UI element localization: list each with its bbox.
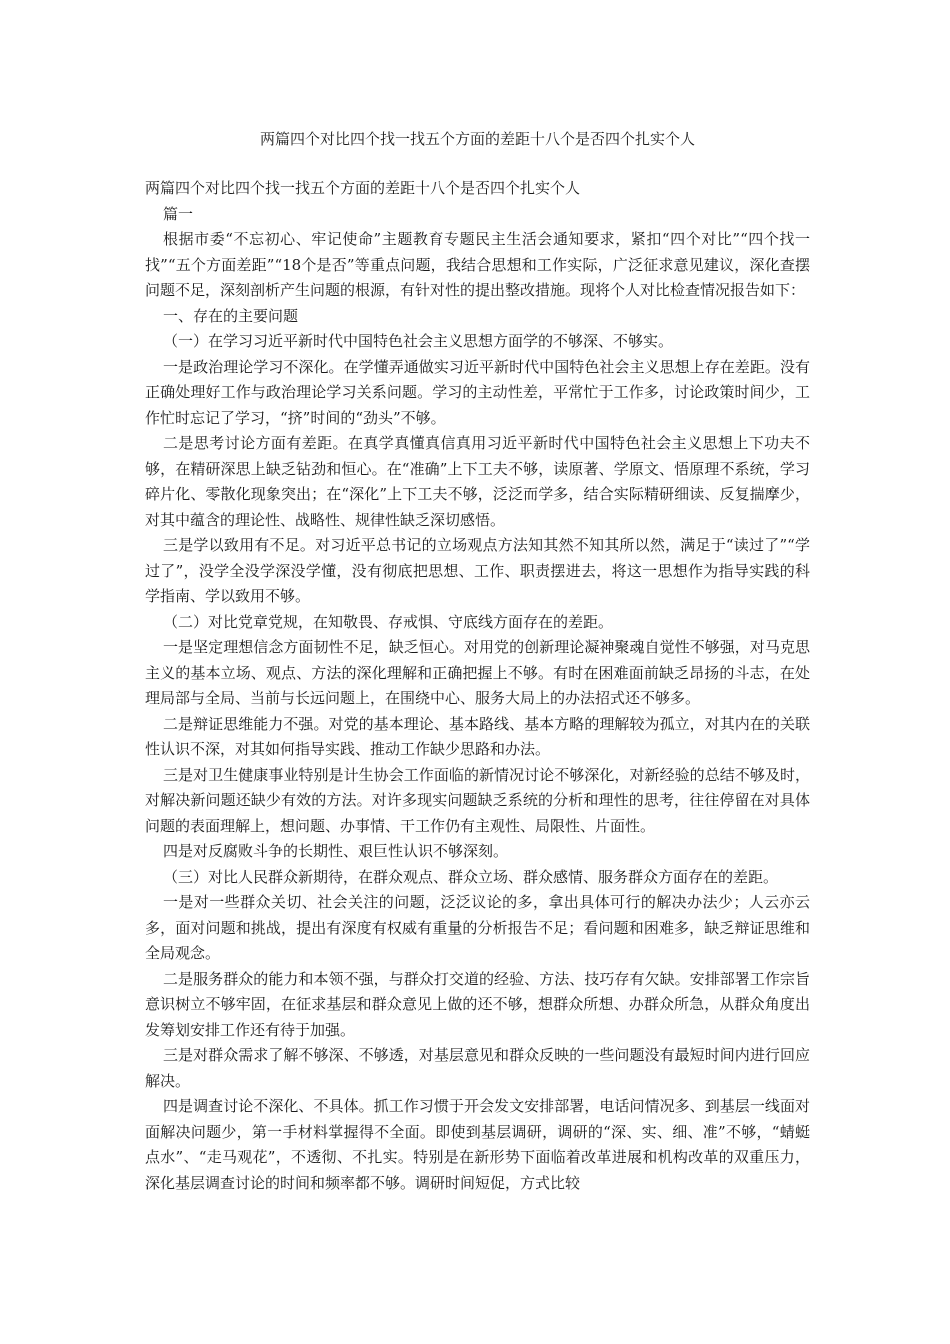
body-heading: 两篇四个对比四个找一找五个方面的差距十八个是否四个扎实个人 <box>145 179 581 197</box>
subsection-heading: （三）对比人民群众新期待，在群众观点、群众立场、群众感情、服务群众方面存在的差距。 <box>163 867 779 886</box>
paragraph: 二是服务群众的能力和本领不强，与群众打交道的经验、方法、技巧存有欠缺。安排部署工作宗旨意识树立不够牢固，在征求基层和群众意见上做的还不够，想群众所想、办群众所急，从群众角度出发筹划安排工作还有待于加强。 <box>145 969 810 1039</box>
paragraph: 三是学以致用有不足。对习近平总书记的立场观点方法知其然不知其所以然，满足于“读过了”“学过了”，没学全没学深没学懂，没有彻底把思想、工作、职责摆进去，将这一思想作为指导实践的科学指南、学以致用不够。 <box>145 536 810 605</box>
document-body <box>145 176 810 1196</box>
section-heading: 一、存在的主要问题 <box>163 306 299 325</box>
paragraph: 四是调查讨论不深化、不具体。抓工作习惯于开会发文安排部署，电话问情况多、到基层一线面对面解决问题少，第一手材料掌握得不全面。即使到基层调研，调研的“深、实、细、准”不够，“蜻蜓点水”、“走马观花”，不透彻、不扎实。特别是在新形势下面临着改革进展和机构改革的双重压力，深化基层调查讨论的时间和频率都不够。调研时间短促，方式比较 <box>145 1097 810 1192</box>
paragraph: 一是政治理论学习不深化。在学懂弄通做实习近平新时代中国特色社会主义思想上存在差距。没有正确处理好工作与政治理论学习关系问题。学习的主动性差，平常忙于工作多，讨论政策时间少，工作忙时忘记了学习，“挤”时间的“劲头”不够。 <box>145 357 810 427</box>
paragraph: 三是对群众需求了解不够深、不够透，对基层意见和群众反映的一些问题没有最短时间内进行回应解决。 <box>145 1046 810 1090</box>
paragraph: 二是思考讨论方面有差距。在真学真懂真信真用习近平新时代中国特色社会主义思想上下功夫不够，在精研深思上缺乏钻劲和恒心。在“准确”上下工夫不够，读原著、学原文、悟原理不系统，学习碎片化、零散化现象突出；在“深化”上下工夫不够，泛泛而学多，结合实际精研细读、反复揣摩少，对其中蕴含的理论性、战略性、规律性缺乏深切感悟。 <box>145 434 810 529</box>
subsection-heading: （二）对比党章党规，在知敬畏、存戒惧、守底线方面存在的差距。 <box>163 612 614 631</box>
paragraph: 一是坚定理想信念方面韧性不足，缺乏恒心。对用党的创新理论凝神聚魂自觉性不够强，对马克思主义的基本立场、观点、方法的深化理解和正确把握上不够。有时在困难面前缺乏昂扬的斗志，在处理局部与全局、当前与长远问题上，在围绕中心、服务大局上的办法招式还不够多。 <box>145 638 810 707</box>
paragraph: 根据市委“不忘初心、牢记使命”主题教育专题民主生活会通知要求，紧扣“四个对比”“四个找一找”“五个方面差距”“18个是否”等重点问题，我结合思想和工作实际，广泛征求意见建议，深化查摆问题不足，深刻剖析产生问题的根源，有针对性的提出整改措施。现将个人对比检查情况报告如下： <box>145 230 810 299</box>
paragraph: 一是对一些群众关切、社会关注的问题，泛泛议论的多，拿出具体可行的解决办法少；人云亦云多，面对问题和挑战，提出有深度有权威有重量的分析报告不足；看问题和困难多，缺乏辩证思维和全局观念。 <box>145 893 810 962</box>
paragraph: 二是辩证思维能力不强。对党的基本理论、基本路线、基本方略的理解较为孤立，对其内在的关联性认识不深，对其如何指导实践、推动工作缺少思路和办法。 <box>145 714 810 758</box>
paragraph: 三是对卫生健康事业特别是计生协会工作面临的新情况讨论不够深化，对新经验的总结不够及时，对解决新问题还缺少有效的方法。对许多现实问题缺乏系统的分析和理性的思考，往往停留在对具体问题的表面理解上，想问题、办事情、干工作仍有主观性、局限性、片面性。 <box>145 765 810 835</box>
document-title: 两篇四个对比四个找一找五个方面的差距十八个是否四个扎实个人 <box>259 130 695 148</box>
section-label: 篇一 <box>163 204 194 223</box>
paragraph: 四是对反腐败斗争的长期性、艰巨性认识不够深刻。 <box>163 842 509 860</box>
subsection-heading: （一）在学习习近平新时代中国特色社会主义思想方面学的不够深、不够实。 <box>163 332 674 350</box>
